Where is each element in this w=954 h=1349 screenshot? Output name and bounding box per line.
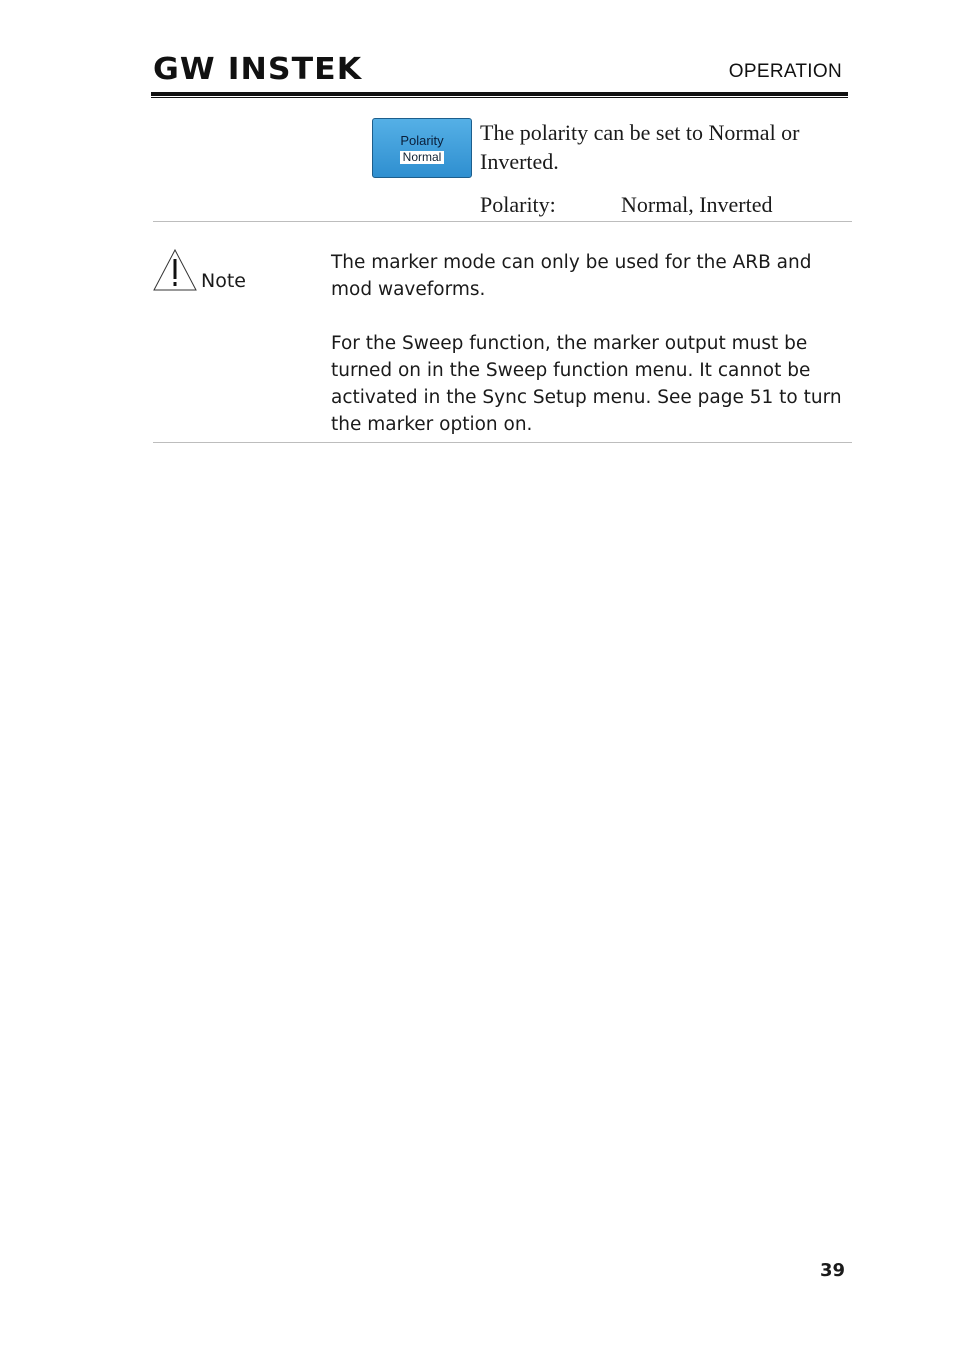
note-divider: [153, 442, 852, 443]
section-divider: [153, 221, 852, 222]
note-paragraph: The marker mode can only be used for the ARB and mod waveforms.: [331, 252, 812, 300]
softkey-value: Normal: [400, 151, 445, 164]
polarity-param-label: Polarity:: [480, 192, 556, 217]
note-paragraph: For the Sweep function, the marker output must be turned on in the Sweep function menu. It cannot be activated in the Sync Setup menu. See page 51 to turn the marker option on.: [331, 333, 842, 435]
warning-icon: [153, 248, 197, 291]
header-divider: [151, 92, 848, 96]
polarity-description: The polarity can be set to Normal or Inverted.: [480, 120, 800, 174]
polarity-param-value: Normal, Inverted: [621, 192, 773, 217]
note-label: Note: [201, 270, 246, 292]
softkey-title: Polarity: [400, 133, 444, 148]
polarity-softkey[interactable]: [372, 118, 472, 178]
section-title: OPERATION: [728, 61, 842, 82]
brand-logo: GW INSTEK: [153, 52, 363, 87]
note-body: [331, 249, 846, 465]
header-divider-thin: [151, 97, 848, 98]
page-number: 39: [819, 1260, 845, 1281]
